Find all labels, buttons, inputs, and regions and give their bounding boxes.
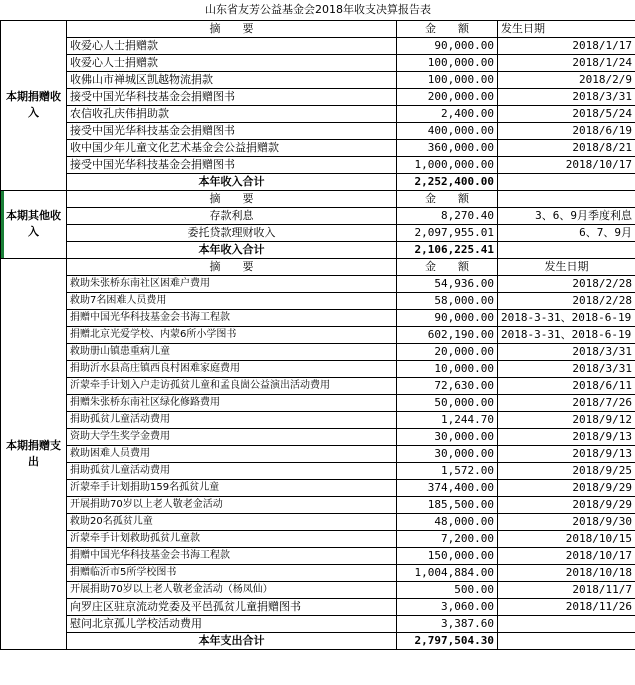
table-row <box>1 462 635 479</box>
row-date: 2018/6/11 <box>498 377 635 394</box>
row-amount: 48,000.00 <box>397 513 498 530</box>
row-date: 2018/8/21 <box>498 139 635 156</box>
row-desc: 开展捐助70岁以上老人敬老金活动（杨凤仙） <box>67 581 397 598</box>
table-row <box>1 139 635 156</box>
row-desc: 收爱心人士捐赠款 <box>67 54 397 71</box>
row-desc: 接受中国光华科技基金会捐赠图书 <box>67 156 397 173</box>
table-row <box>1 581 635 598</box>
row-date: 2018/10/18 <box>498 564 635 581</box>
row-date: 2018/9/12 <box>498 411 635 428</box>
row-date: 2018/3/31 <box>498 360 635 377</box>
row-date: 2018/9/29 <box>498 496 635 513</box>
column-header-amount: 金 额 <box>397 190 498 207</box>
table-row <box>1 156 635 173</box>
row-date: 2018-3-31、2018-6-19 <box>498 326 635 343</box>
row-amount: 58,000.00 <box>397 292 498 309</box>
column-header-date: 发生日期 <box>498 20 635 37</box>
row-amount: 602,190.00 <box>397 326 498 343</box>
row-desc: 沂蒙牵手计划捐助159名孤贫儿童 <box>67 479 397 496</box>
table-row <box>1 428 635 445</box>
table-row <box>1 530 635 547</box>
row-date: 2018/9/13 <box>498 445 635 462</box>
table-row <box>1 445 635 462</box>
total-label: 本年收入合计 <box>67 241 397 258</box>
row-date: 2018/6/19 <box>498 122 635 139</box>
report-title: 山东省友芳公益基金会2018年收支决算报告表 <box>1 0 635 20</box>
total-row <box>1 173 635 190</box>
row-amount: 360,000.00 <box>397 139 498 156</box>
row-amount: 150,000.00 <box>397 547 498 564</box>
section-label-donation-income: 本期捐赠收入 <box>1 20 67 190</box>
table-row <box>1 275 635 292</box>
row-date: 2018/1/17 <box>498 37 635 54</box>
table-row <box>1 360 635 377</box>
table-row <box>1 88 635 105</box>
row-desc: 救助20名孤贫儿童 <box>67 513 397 530</box>
row-amount: 90,000.00 <box>397 309 498 326</box>
row-desc: 捐赠朱张桥东南社区绿化修路费用 <box>67 394 397 411</box>
row-desc: 救助朱张桥东南社区困难户费用 <box>67 275 397 292</box>
column-header-desc: 摘 要 <box>67 258 397 275</box>
table-row <box>1 224 635 241</box>
row-date: 2018-3-31、2018-6-19 <box>498 309 635 326</box>
row-amount: 1,244.70 <box>397 411 498 428</box>
table-row <box>1 547 635 564</box>
table-row <box>1 326 635 343</box>
table-row <box>1 564 635 581</box>
row-amount: 1,004,884.00 <box>397 564 498 581</box>
row-desc: 救助册山镇患重病儿童 <box>67 343 397 360</box>
row-amount: 72,630.00 <box>397 377 498 394</box>
row-date: 2018/2/28 <box>498 275 635 292</box>
row-date: 2018/11/26 <box>498 598 635 615</box>
row-desc: 资助大学生奖学金费用 <box>67 428 397 445</box>
column-header-date: 发生日期 <box>498 258 635 275</box>
row-date: 2018/10/17 <box>498 156 635 173</box>
row-amount: 90,000.00 <box>397 37 498 54</box>
row-amount: 3,060.00 <box>397 598 498 615</box>
table-row <box>1 105 635 122</box>
row-amount: 20,000.00 <box>397 343 498 360</box>
row-amount: 10,000.00 <box>397 360 498 377</box>
row-amount: 185,500.00 <box>397 496 498 513</box>
row-amount: 7,200.00 <box>397 530 498 547</box>
column-header-amount: 金 额 <box>397 258 498 275</box>
row-desc: 接受中国光华科技基金会捐赠图书 <box>67 88 397 105</box>
table-row <box>1 309 635 326</box>
row-desc: 捐助孤贫儿童活动费用 <box>67 411 397 428</box>
row-desc: 捐赠北京光爱学校、内蒙6所小学图书 <box>67 326 397 343</box>
table-row <box>1 496 635 513</box>
row-date: 2018/9/29 <box>498 479 635 496</box>
table-row <box>1 37 635 54</box>
section-label-other-income: 本期其他收入 <box>1 190 67 258</box>
row-amount: 50,000.00 <box>397 394 498 411</box>
row-date: 2018/3/31 <box>498 88 635 105</box>
table-row <box>1 71 635 88</box>
total-date-empty <box>498 241 635 258</box>
income-header-row <box>1 20 635 37</box>
column-header-date-empty <box>498 190 635 207</box>
row-desc: 捐赠中国光华科技基金会书海工程款 <box>67 309 397 326</box>
row-date: 2018/9/30 <box>498 513 635 530</box>
other-income-header-row <box>1 190 635 207</box>
row-desc: 存款利息 <box>67 207 397 224</box>
table-row <box>1 598 635 615</box>
column-header-desc: 摘 要 <box>67 190 397 207</box>
row-date: 2018/3/31 <box>498 343 635 360</box>
row-amount: 200,000.00 <box>397 88 498 105</box>
row-desc: 开展捐助70岁以上老人敬老金活动 <box>67 496 397 513</box>
table-row <box>1 292 635 309</box>
row-desc: 捐赠中国光华科技基金会书海工程款 <box>67 547 397 564</box>
row-amount: 30,000.00 <box>397 428 498 445</box>
row-amount: 54,936.00 <box>397 275 498 292</box>
table-row <box>1 411 635 428</box>
row-amount: 1,000,000.00 <box>397 156 498 173</box>
row-desc: 收爱心人士捐赠款 <box>67 37 397 54</box>
row-date: 2018/10/17 <box>498 547 635 564</box>
total-row <box>1 241 635 258</box>
row-desc: 慰问北京孤儿学校活动费用 <box>67 615 397 632</box>
table-row <box>1 122 635 139</box>
row-desc: 救助7名困难人员费用 <box>67 292 397 309</box>
total-amount: 2,106,225.41 <box>397 241 498 258</box>
row-desc: 沂蒙牵手计划入户走访孤贫儿童和孟良崮公益演出活动费用 <box>67 377 397 394</box>
row-amount: 3,387.60 <box>397 615 498 632</box>
row-desc: 捐助孤贫儿童活动费用 <box>67 462 397 479</box>
row-amount: 8,270.40 <box>397 207 498 224</box>
row-amount: 2,097,955.01 <box>397 224 498 241</box>
expense-header-row <box>1 258 635 275</box>
total-row <box>1 632 635 649</box>
column-header-desc: 摘 要 <box>67 20 397 37</box>
row-amount: 1,572.00 <box>397 462 498 479</box>
row-desc: 捐赠临沂市5所学校图书 <box>67 564 397 581</box>
table-row <box>1 54 635 71</box>
total-label: 本年收入合计 <box>67 173 397 190</box>
row-date: 2018/7/26 <box>498 394 635 411</box>
row-desc: 沂蒙牵手计划救助孤贫儿童款 <box>67 530 397 547</box>
section-label-donation-expense: 本期捐赠支出 <box>1 258 67 649</box>
total-label: 本年支出合计 <box>67 632 397 649</box>
row-date: 2018/2/9 <box>498 71 635 88</box>
row-amount: 30,000.00 <box>397 445 498 462</box>
table-row <box>1 615 635 632</box>
row-date: 3、6、9月季度利息 <box>498 207 635 224</box>
row-amount: 2,400.00 <box>397 105 498 122</box>
row-desc: 收中国少年儿童文化艺术基金会公益捐赠款 <box>67 139 397 156</box>
row-desc: 向罗庄区驻京流动党委及平邑孤贫儿童捐赠图书 <box>67 598 397 615</box>
row-desc: 捐助沂水县高庄镇西良村困难家庭费用 <box>67 360 397 377</box>
row-desc: 收佛山市禅城区凯越物流捐款 <box>67 71 397 88</box>
row-date: 2018/5/24 <box>498 105 635 122</box>
row-date: 2018/2/28 <box>498 292 635 309</box>
table-row <box>1 377 635 394</box>
table-row <box>1 479 635 496</box>
row-date: 2018/11/7 <box>498 581 635 598</box>
total-amount: 2,252,400.00 <box>397 173 498 190</box>
row-amount: 500.00 <box>397 581 498 598</box>
total-amount: 2,797,504.30 <box>397 632 498 649</box>
table-row <box>1 513 635 530</box>
row-desc: 救助困难人员费用 <box>67 445 397 462</box>
row-amount: 374,400.00 <box>397 479 498 496</box>
row-date <box>498 615 635 632</box>
row-amount: 100,000.00 <box>397 71 498 88</box>
row-date: 6、7、9月 <box>498 224 635 241</box>
row-date: 2018/9/25 <box>498 462 635 479</box>
row-desc: 农信收孔庆伟捐助款 <box>67 105 397 122</box>
table-row <box>1 207 635 224</box>
table-row <box>1 394 635 411</box>
row-date: 2018/1/24 <box>498 54 635 71</box>
total-date-empty <box>498 173 635 190</box>
row-date: 2018/10/15 <box>498 530 635 547</box>
total-date-empty <box>498 632 635 649</box>
row-amount: 400,000.00 <box>397 122 498 139</box>
row-amount: 100,000.00 <box>397 54 498 71</box>
row-date: 2018/9/13 <box>498 428 635 445</box>
column-header-amount: 金 额 <box>397 20 498 37</box>
row-desc: 接受中国光华科技基金会捐赠图书 <box>67 122 397 139</box>
row-desc: 委托贷款理财收入 <box>67 224 397 241</box>
table-row <box>1 343 635 360</box>
